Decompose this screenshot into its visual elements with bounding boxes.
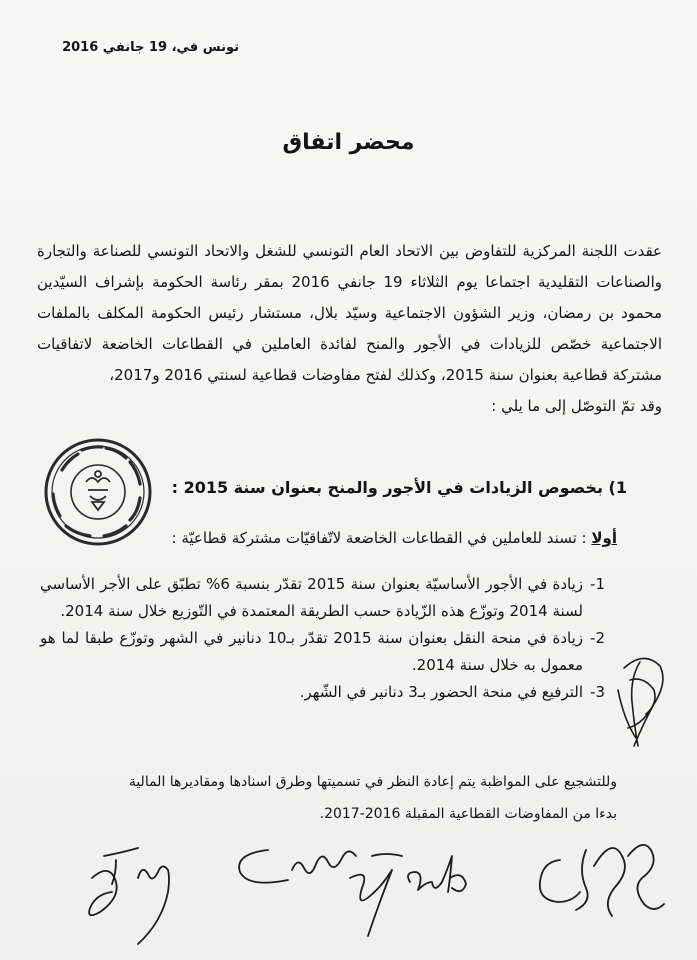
list-item	[40, 679, 605, 706]
section-heading: 1) بخصوص الزيادات في الأجور والمنح بعنوان سنة 2015 :	[171, 478, 627, 497]
date-line: تونس في، 19 جانفي 2016	[62, 40, 239, 55]
stamp-outer-ring	[46, 440, 150, 544]
signatures-area	[0, 820, 697, 960]
item-number: 2-	[590, 629, 605, 647]
item-number: 1-	[590, 575, 605, 593]
intro-text: عقدت اللجنة المركزية للتفاوض بين الاتحاد العام التونسي للشغل والاتحاد التونسي للصناعة والتجارة والصناعات التقليدية اجتماعا يوم الثلاثاء 19 جانفي 2016 بمقر رئاسة الحكومة بإشراف السيّدين محمود بن رمضان، وزير الشؤون الاجتماعية وسيّد بلال، مستشار رئيس الحكومة المكلف بالملفات الاجتماعية خصّص للزيادات في الأجور والمنح لفائدة العاملين في القطاعات الخاضعة لاتفاقيات مشتركة قطاعية بعنوان سنة 2015، وكذلك لفتح مفاوضات قطاعية لسنتي 2016 و2017،	[37, 242, 662, 384]
signature-3	[350, 854, 402, 936]
item-text: الترفيع في منحة الحضور بـ3 دنانير في الشّهر.	[299, 683, 583, 701]
intro-last-line: وقد تمّ التوصّل إلى ما يلي :	[491, 397, 662, 415]
list-item	[40, 625, 605, 679]
list-item	[40, 571, 605, 625]
stamp-border-lettering	[53, 447, 140, 536]
document-title: محضر اتفاق	[282, 130, 415, 155]
signature-4	[408, 856, 466, 892]
item-text: زيادة في الأجور الأساسيّة بعنوان سنة 2015 تقدّر بنسبة 6% تطبّق على الأجر الأساسي لسنة 2014 وتوزّع هذه الزّيادة حسب الطريقة المعتمدة في التّوزيع خلال سنة 2014.	[40, 575, 583, 620]
signature-1	[89, 848, 169, 944]
closing-line-2: بدءا من المفاوضات القطاعية المقبلة 2016-2017.	[319, 806, 617, 822]
signature-2	[239, 850, 356, 883]
stamp-emblem	[86, 471, 110, 510]
firstly-line	[172, 529, 617, 547]
signature-5	[540, 845, 664, 916]
firstly-label: أولا	[591, 529, 617, 547]
firstly-text: : تسند للعاملين في القطاعات الخاضعة لاتّفاقيّات مشتركة قطاعيّة :	[171, 529, 587, 547]
margin-initials	[610, 650, 670, 755]
item-text: زيادة في منحة النقل بعنوان سنة 2015 تقدّر بـ10 دنانير في الشهر وتوزّع طبقا لما هو معمول به خلال سنة 2014.	[40, 629, 583, 674]
item-number: 3-	[590, 683, 605, 701]
closing-line-1: وللتشجيع على المواظبة يتم إعادة النظر في تسميتها وطرق اسنادها ومقاديرها المالية	[128, 774, 617, 790]
increase-items-list	[40, 571, 605, 706]
stamp-inner-ring	[52, 446, 144, 538]
government-stamp	[42, 436, 154, 548]
intro-paragraph	[37, 236, 662, 422]
